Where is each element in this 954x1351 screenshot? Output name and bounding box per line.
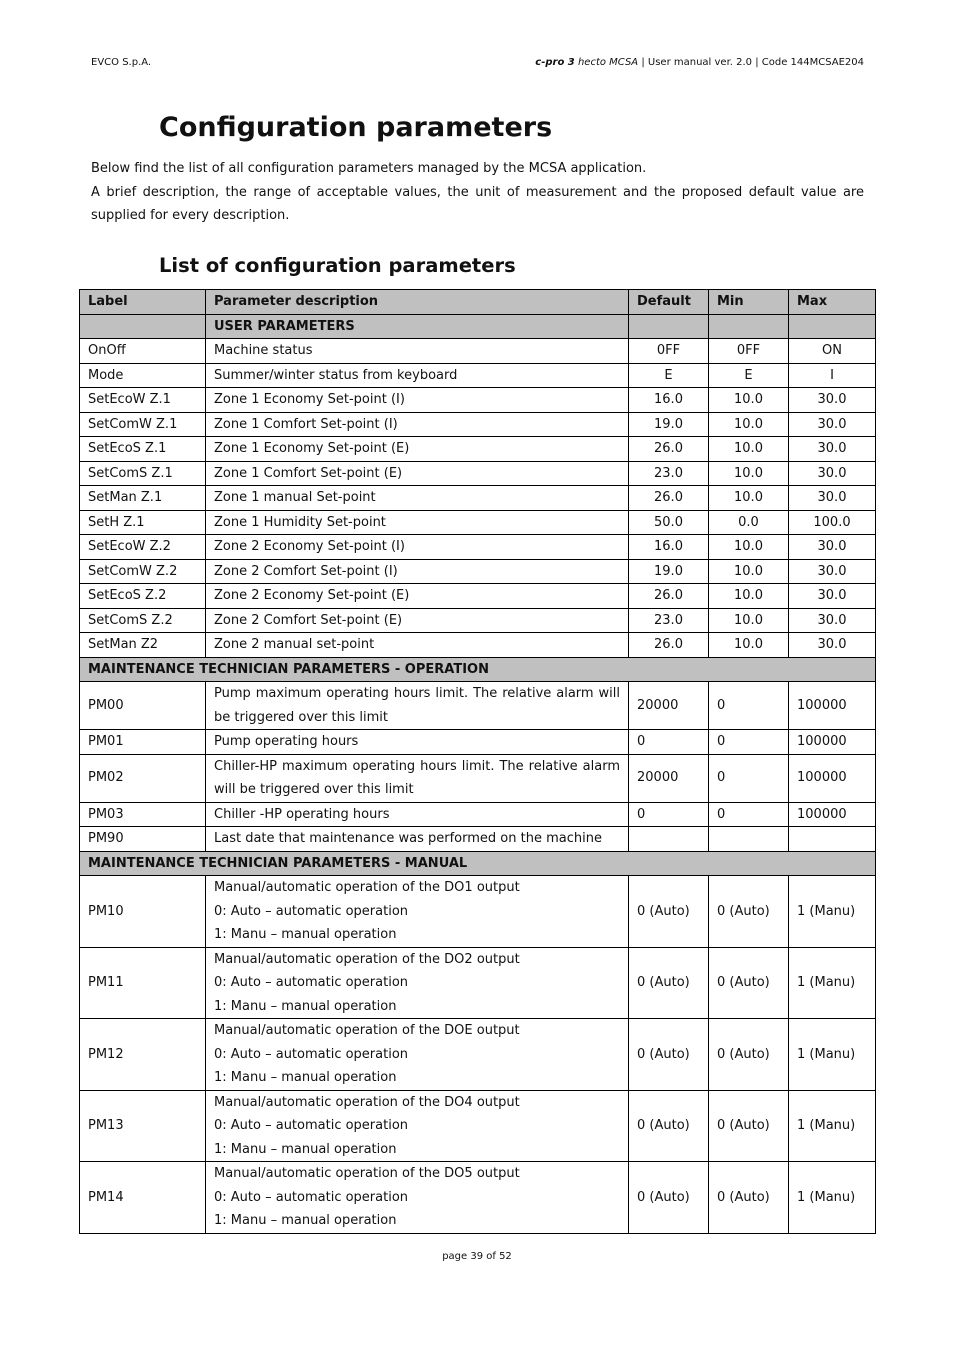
- param-description-line: 1: Manu – manual operation: [214, 1141, 397, 1157]
- param-min: 0: [709, 730, 789, 755]
- param-min: 10.0: [709, 608, 789, 633]
- param-description-line: 1: Manu – manual operation: [214, 998, 397, 1014]
- param-max: 1 (Manu): [789, 1019, 876, 1091]
- param-description-line: 0: Auto – automatic operation: [214, 903, 409, 919]
- param-description: Pump operating hours: [206, 730, 629, 755]
- param-max: 30.0: [789, 486, 876, 511]
- param-max: 100000: [789, 730, 876, 755]
- param-description: Zone 1 Economy Set-point (E): [206, 437, 629, 462]
- param-description-line: 0: Auto – automatic operation: [214, 975, 409, 990]
- table-row: [80, 584, 876, 609]
- param-max: I: [789, 363, 876, 388]
- table-row: [80, 412, 876, 437]
- param-default: 16.0: [629, 535, 709, 560]
- param-min: 10.0: [709, 584, 789, 609]
- param-min: 10.0: [709, 535, 789, 560]
- param-description: [206, 947, 629, 1019]
- table-row: [80, 559, 876, 584]
- param-default: 23.0: [629, 461, 709, 486]
- intro-text: [91, 157, 864, 228]
- table-row: [80, 947, 876, 1019]
- header-product: c-pro 3: [535, 57, 575, 68]
- param-label: PM03: [80, 802, 206, 827]
- param-max: 30.0: [789, 559, 876, 584]
- table-row: [80, 437, 876, 462]
- param-label: SetEcoW Z.2: [80, 535, 206, 560]
- table-row: [80, 754, 876, 802]
- param-label: OnOff: [80, 339, 206, 364]
- param-min: 0 (Auto): [709, 876, 789, 948]
- param-description-line: Manual/automatic operation of the DO4 output: [214, 1094, 520, 1110]
- table-row: [80, 827, 876, 852]
- param-min: 0 (Auto): [709, 1090, 789, 1162]
- param-label: PM13: [80, 1090, 206, 1162]
- header-product-italic: hecto MCSA: [577, 57, 639, 68]
- param-default: 26.0: [629, 584, 709, 609]
- param-default: 23.0: [629, 608, 709, 633]
- section-row-operation: [80, 657, 876, 682]
- param-min: 10.0: [709, 412, 789, 437]
- page-number: page 39 of 52: [442, 1251, 512, 1262]
- table-row: [80, 633, 876, 658]
- section-label-operation: MAINTENANCE TECHNICIAN PARAMETERS - OPERATION: [80, 657, 876, 682]
- param-description: Zone 1 Economy Set-point (I): [206, 388, 629, 413]
- table-header-row: [80, 290, 876, 315]
- param-description-line: 0: Auto – automatic operation: [214, 1118, 409, 1133]
- param-description-line: Manual/automatic operation of the DO5 output: [214, 1166, 520, 1181]
- param-label: SetH Z.1: [80, 510, 206, 535]
- param-description-line: 0: Auto – automatic operation: [214, 1046, 409, 1062]
- table-row: [80, 510, 876, 535]
- col-header-label: Label: [80, 290, 206, 315]
- param-min: 0 (Auto): [709, 1162, 789, 1234]
- table-row: [80, 486, 876, 511]
- param-max: 30.0: [789, 388, 876, 413]
- param-min: 0: [709, 754, 789, 802]
- param-min: 10.0: [709, 461, 789, 486]
- param-min: 0 (Auto): [709, 1019, 789, 1091]
- param-description-line: 1: Manu – manual operation: [214, 1213, 397, 1228]
- table-row: [80, 1090, 876, 1162]
- parameters-table: [79, 289, 876, 1234]
- param-max: 30.0: [789, 437, 876, 462]
- param-min: 10.0: [709, 559, 789, 584]
- param-max: 30.0: [789, 461, 876, 486]
- table-row: [80, 388, 876, 413]
- param-label: PM01: [80, 730, 206, 755]
- param-max: 100.0: [789, 510, 876, 535]
- param-description-line: Manual/automatic operation of the DO1 output: [214, 880, 520, 895]
- table-row: [80, 535, 876, 560]
- header-manual-info: [535, 57, 864, 68]
- intro-line-2: A brief description, the range of acceptable values, the unit of measurement and the proposed default value are supplied for every description.: [91, 184, 864, 223]
- param-max: 1 (Manu): [789, 1162, 876, 1234]
- header-company: EVCO S.p.A.: [91, 57, 152, 68]
- param-max: 30.0: [789, 535, 876, 560]
- param-label: SetComS Z.2: [80, 608, 206, 633]
- param-max: 1 (Manu): [789, 876, 876, 948]
- param-min: 0: [709, 802, 789, 827]
- param-max: 100000: [789, 754, 876, 802]
- param-description: Zone 2 Comfort Set-point (E): [206, 608, 629, 633]
- param-label: SetComW Z.2: [80, 559, 206, 584]
- param-min: 10.0: [709, 633, 789, 658]
- param-min: 10.0: [709, 437, 789, 462]
- intro-line-1: Below find the list of all configuration parameters managed by the MCSA application.: [91, 161, 647, 176]
- table-row: [80, 461, 876, 486]
- param-label: PM12: [80, 1019, 206, 1091]
- param-description: [206, 1090, 629, 1162]
- table-row: [80, 363, 876, 388]
- table-row: [80, 608, 876, 633]
- param-label: PM02: [80, 754, 206, 802]
- param-label: PM00: [80, 682, 206, 730]
- param-default: 20000: [629, 754, 709, 802]
- col-header-min: Min: [709, 290, 789, 315]
- param-default: 0 (Auto): [629, 947, 709, 1019]
- param-description: [206, 1162, 629, 1234]
- param-description: Last date that maintenance was performed on the machine: [206, 827, 629, 852]
- param-default: 26.0: [629, 486, 709, 511]
- param-min: 10.0: [709, 486, 789, 511]
- param-max: 30.0: [789, 608, 876, 633]
- param-description: Machine status: [206, 339, 629, 364]
- param-description: Zone 1 Humidity Set-point: [206, 510, 629, 535]
- param-max: 30.0: [789, 584, 876, 609]
- param-label: PM90: [80, 827, 206, 852]
- param-max: [789, 827, 876, 852]
- table-row: [80, 682, 876, 730]
- param-label: SetMan Z2: [80, 633, 206, 658]
- param-min: 0: [709, 682, 789, 730]
- param-default: 50.0: [629, 510, 709, 535]
- param-default: 0: [629, 802, 709, 827]
- param-description-line: 1: Manu – manual operation: [214, 1070, 397, 1085]
- param-description: Chiller -HP operating hours: [206, 802, 629, 827]
- param-description: Zone 1 Comfort Set-point (I): [206, 412, 629, 437]
- param-description-line: Manual/automatic operation of the DOE output: [214, 1023, 520, 1038]
- section-row-manual: [80, 851, 876, 876]
- param-default: 0 (Auto): [629, 1019, 709, 1091]
- param-label: SetComW Z.1: [80, 412, 206, 437]
- param-default: [629, 827, 709, 852]
- table-row: [80, 1162, 876, 1234]
- param-description: Zone 2 Economy Set-point (I): [206, 535, 629, 560]
- param-description: Zone 2 manual set-point: [206, 633, 629, 658]
- param-default: 20000: [629, 682, 709, 730]
- param-default: 0 (Auto): [629, 876, 709, 948]
- param-min: 10.0: [709, 388, 789, 413]
- param-label: SetEcoS Z.2: [80, 584, 206, 609]
- param-description: Zone 1 Comfort Set-point (E): [206, 461, 629, 486]
- param-default: 0: [629, 730, 709, 755]
- param-description: Zone 2 Economy Set-point (E): [206, 584, 629, 609]
- col-header-max: Max: [789, 290, 876, 315]
- param-max: 1 (Manu): [789, 947, 876, 1019]
- param-default: 19.0: [629, 412, 709, 437]
- param-default: 0 (Auto): [629, 1090, 709, 1162]
- section-label-user: USER PARAMETERS: [206, 314, 629, 339]
- page-title: Configuration parameters: [159, 112, 553, 143]
- table-row: [80, 730, 876, 755]
- param-max: 100000: [789, 682, 876, 730]
- param-description-line: 1: Manu – manual operation: [214, 927, 397, 942]
- param-min: 0FF: [709, 339, 789, 364]
- param-label: SetComS Z.1: [80, 461, 206, 486]
- param-default: 16.0: [629, 388, 709, 413]
- param-label: Mode: [80, 363, 206, 388]
- param-description: Pump maximum operating hours limit. The relative alarm will be triggered over this limit: [206, 682, 629, 730]
- param-max: 1 (Manu): [789, 1090, 876, 1162]
- param-min: [709, 827, 789, 852]
- param-default: 0 (Auto): [629, 1162, 709, 1234]
- param-default: E: [629, 363, 709, 388]
- param-label: PM14: [80, 1162, 206, 1234]
- param-description-line: Manual/automatic operation of the DO2 output: [214, 951, 520, 967]
- param-min: E: [709, 363, 789, 388]
- param-default: 19.0: [629, 559, 709, 584]
- param-description: Zone 1 manual Set-point: [206, 486, 629, 511]
- param-label: SetEcoW Z.1: [80, 388, 206, 413]
- param-max: 30.0: [789, 633, 876, 658]
- param-description: [206, 1019, 629, 1091]
- param-description: Chiller-HP maximum operating hours limit. The relative alarm will be triggered over this limit: [206, 754, 629, 802]
- param-label: PM10: [80, 876, 206, 948]
- param-default: 0FF: [629, 339, 709, 364]
- header-manual-details: | User manual ver. 2.0 | Code 144MCSAE204: [641, 57, 864, 68]
- param-description: Zone 2 Comfort Set-point (I): [206, 559, 629, 584]
- param-label: PM11: [80, 947, 206, 1019]
- table-row: [80, 876, 876, 948]
- param-description: Summer/winter status from keyboard: [206, 363, 629, 388]
- param-max: 100000: [789, 802, 876, 827]
- col-header-default: Default: [629, 290, 709, 315]
- param-description: [206, 876, 629, 948]
- param-description-line: 0: Auto – automatic operation: [214, 1189, 409, 1205]
- table-row: [80, 339, 876, 364]
- param-max: 30.0: [789, 412, 876, 437]
- section-row-user: [80, 314, 876, 339]
- param-default: 26.0: [629, 633, 709, 658]
- param-min: 0 (Auto): [709, 947, 789, 1019]
- param-default: 26.0: [629, 437, 709, 462]
- param-label: SetMan Z.1: [80, 486, 206, 511]
- param-max: ON: [789, 339, 876, 364]
- table-row: [80, 1019, 876, 1091]
- param-label: SetEcoS Z.1: [80, 437, 206, 462]
- param-min: 0.0: [709, 510, 789, 535]
- section-title: List of configuration parameters: [159, 254, 516, 277]
- table-row: [80, 802, 876, 827]
- col-header-description: Parameter description: [206, 290, 629, 315]
- section-label-manual: MAINTENANCE TECHNICIAN PARAMETERS - MANUAL: [80, 851, 876, 876]
